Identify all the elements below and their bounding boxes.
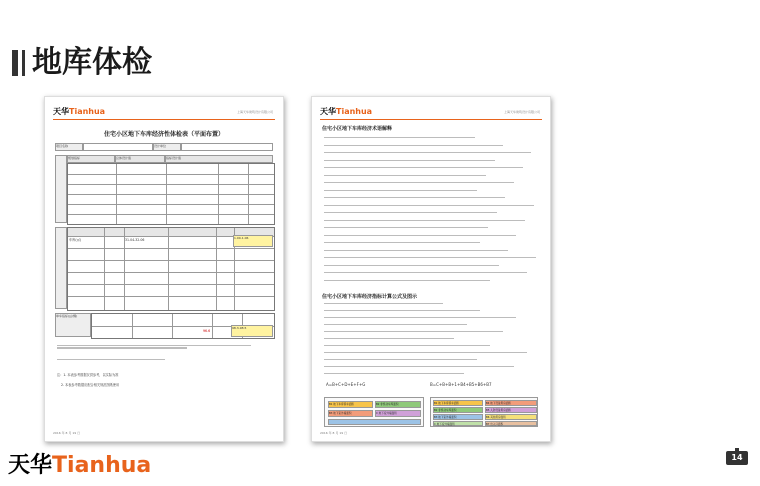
legend-table xyxy=(430,397,538,427)
section2-side-label xyxy=(55,227,67,309)
col-header-3: 指标设计值 xyxy=(165,155,273,163)
section-heading-terms: 住宅小区地下车库经济术语解释 xyxy=(322,126,393,132)
area-diagram xyxy=(324,397,424,427)
table-cell-text-red: 96.6 xyxy=(203,329,211,333)
legend-bar xyxy=(328,419,421,425)
note-2: 2. 本表参考数据应配合相关规范图纸使用 xyxy=(61,383,120,387)
slide-title: 地库体检 xyxy=(32,45,152,80)
formula-line xyxy=(324,366,540,369)
value-design-unit xyxy=(181,143,273,151)
doc-date: 2016 年 8 月 19 日 xyxy=(320,431,348,435)
doc-title: 住宅小区地下车库经济性体检表（平面布置） xyxy=(103,131,224,138)
col-header-2: 总体设计值 xyxy=(115,155,165,163)
term-line xyxy=(324,242,540,245)
page-number-badge: 14 xyxy=(726,451,748,465)
term-line xyxy=(324,280,540,283)
legend-item: B6 其他用房面积 xyxy=(485,414,537,420)
term-line xyxy=(324,220,540,223)
checklist-document-page xyxy=(44,96,284,442)
table-cell-text: 31.04-32.06 xyxy=(125,238,145,242)
formula-b: B=C+B+B+1+B4+B5+B6+B7 xyxy=(430,382,492,387)
footer-logo: 天华Tianhua xyxy=(8,453,152,478)
doc-logo: 天华Tianhua xyxy=(53,107,106,116)
section-side-label xyxy=(55,155,67,223)
formula-text-2 xyxy=(57,359,273,362)
legend-item: B7 出入口面积 xyxy=(485,421,537,426)
section1-grid xyxy=(67,163,275,225)
formula-text xyxy=(57,345,273,348)
formula-line xyxy=(324,352,540,355)
term-line xyxy=(324,167,540,170)
doc-date: 2016 年 8 月 19 日 xyxy=(53,431,81,435)
label-design-unit: 设计单位 xyxy=(153,143,181,151)
term-line xyxy=(324,265,540,268)
term-line xyxy=(324,197,540,200)
doc-header-line xyxy=(320,119,542,120)
formula-line xyxy=(324,373,540,376)
legend-b2: B2 非机动车库面积 xyxy=(375,401,421,408)
term-line xyxy=(324,152,540,155)
legend-item: B2 非机动车库面积 xyxy=(433,407,483,413)
label-project: 项目名称 xyxy=(55,143,83,151)
term-line xyxy=(324,160,540,163)
legend-c: C 地下室外墙面积 xyxy=(375,410,421,417)
formula-line xyxy=(324,310,540,313)
term-line xyxy=(324,227,540,230)
highlight-value-2: 98.3-98.5 xyxy=(231,325,273,337)
title-accent-bar-thin xyxy=(22,50,25,76)
legend-item: B5 人防设备用房面积 xyxy=(485,407,537,413)
doc-header-line xyxy=(53,119,275,120)
doc-header-meta: 上海天华建筑设计有限公司 xyxy=(236,110,273,114)
term-line xyxy=(324,257,540,260)
note-1: 注：1. 本表参考数据仅供参考，以实际为准 xyxy=(57,373,119,377)
table-cell-text: 车库(㎡) xyxy=(69,238,82,242)
doc-header-meta: 上海天华建筑设计有限公司 xyxy=(503,110,540,114)
formula-line xyxy=(324,303,540,306)
formula-a: A=B+C+D+E+F+G xyxy=(326,382,366,387)
doc-logo: 天华Tianhua xyxy=(320,107,373,116)
term-line xyxy=(324,190,540,193)
legend-b1: B1 地下车库停车面积 xyxy=(328,401,373,408)
formula-line xyxy=(324,338,540,341)
formula-line xyxy=(324,317,540,320)
legend-b3: B3 地下室外墙面积 xyxy=(328,410,373,417)
term-line xyxy=(324,182,540,185)
formula-line xyxy=(324,345,540,348)
term-line xyxy=(324,272,540,275)
glossary-document-page xyxy=(311,96,551,442)
formula-line xyxy=(324,324,540,327)
term-line xyxy=(324,235,540,238)
col-header-1: 规划指标 xyxy=(67,155,115,163)
title-accent-bar xyxy=(12,50,18,76)
term-line xyxy=(324,212,540,215)
highlight-value-1: 1.00-1.06 xyxy=(233,235,273,247)
formula-line xyxy=(324,331,540,334)
legend-item: B4 地下设备用房面积 xyxy=(485,400,537,406)
section-heading-formulas: 住宅小区地下车库经济指标计算公式及图示 xyxy=(322,294,418,300)
formula-line xyxy=(324,359,540,362)
value-project xyxy=(83,143,153,151)
legend-item: C 地下室外墙面积 xyxy=(433,421,483,426)
legend-item: B1 地下车库停车面积 xyxy=(433,400,483,406)
term-line xyxy=(324,145,540,148)
term-line xyxy=(324,205,540,208)
legend-item: B3 地下室外墙面积 xyxy=(433,414,483,420)
label-per-car: 单车指标(㎡/辆) xyxy=(55,313,91,337)
term-line xyxy=(324,175,540,178)
term-line xyxy=(324,250,540,253)
term-line xyxy=(324,137,540,140)
